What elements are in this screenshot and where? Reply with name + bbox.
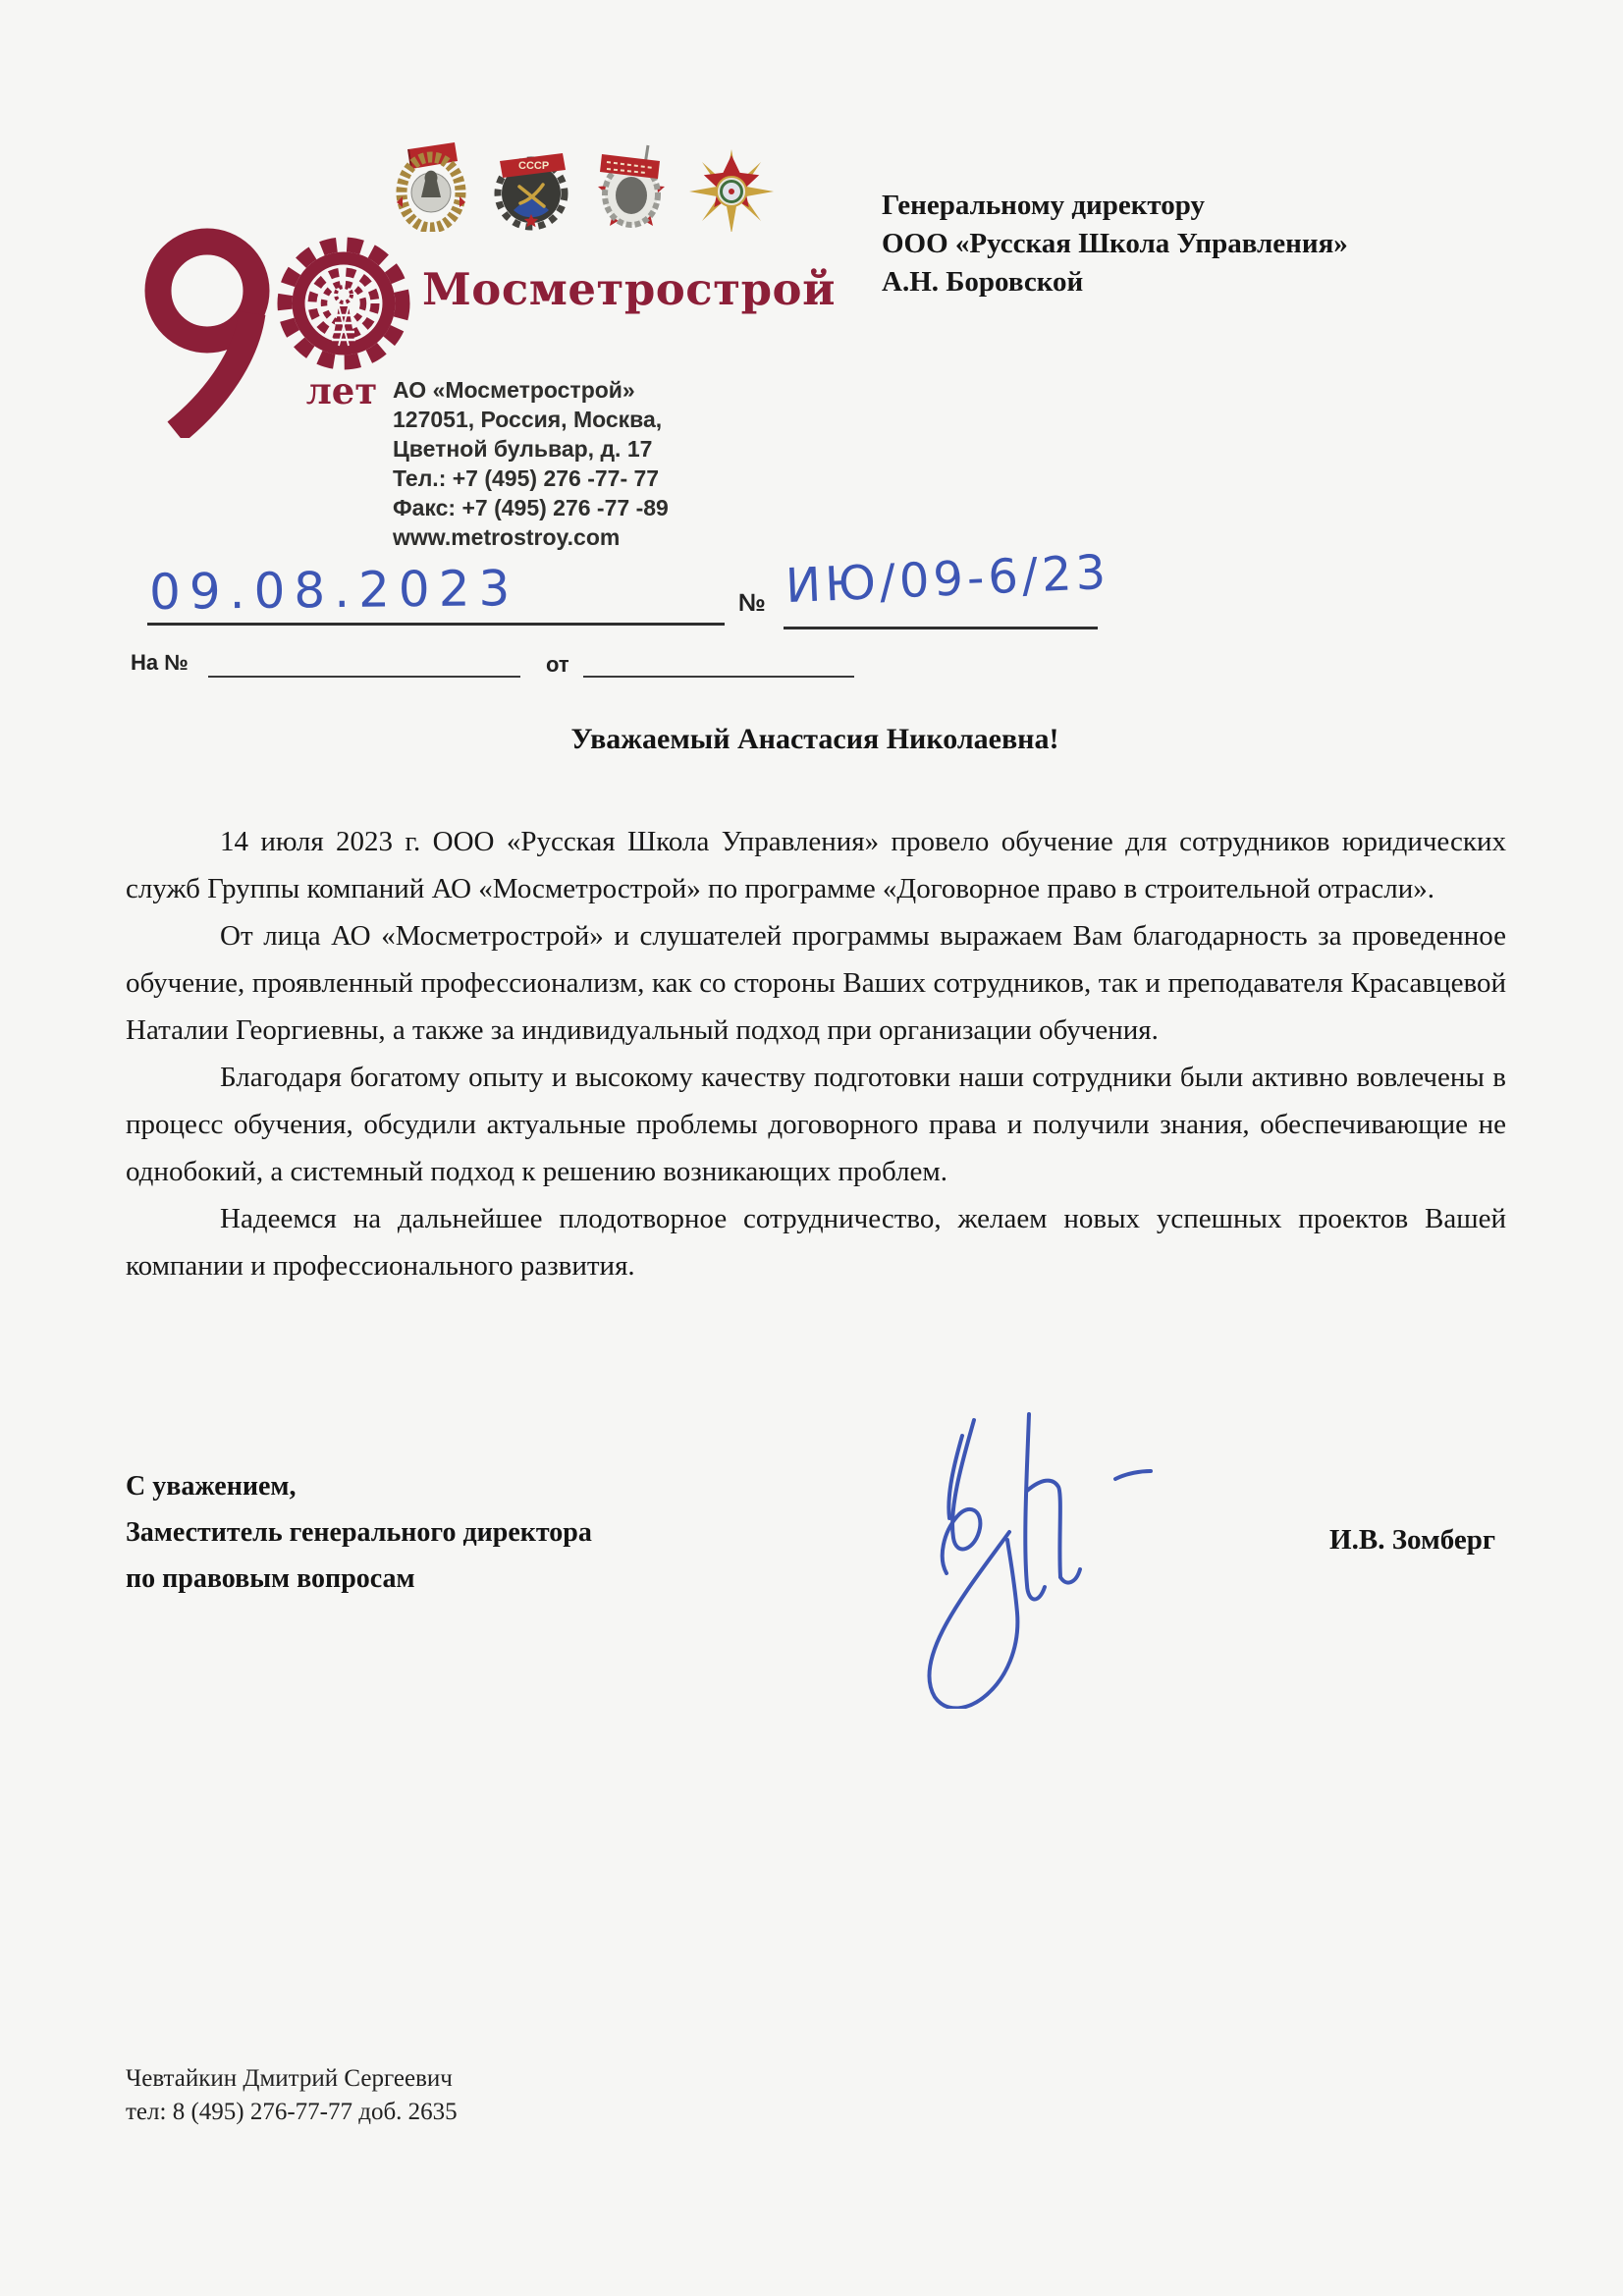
executor-name: Чевтайкин Дмитрий Сергеевич bbox=[126, 2065, 453, 2092]
handwritten-date: 09.08.2023 bbox=[148, 560, 519, 621]
address-line: Тел.: +7 (495) 276 -77- 77 bbox=[393, 465, 660, 491]
recipient-line: А.Н. Боровской bbox=[882, 266, 1084, 298]
salutation: Уважаемый Анастасия Николаевна! bbox=[570, 723, 1059, 755]
signer-name: И.В. Зомберг bbox=[1329, 1524, 1495, 1556]
address-line: Цветной бульвар, д. 17 bbox=[393, 436, 653, 462]
reply-date-blank bbox=[583, 676, 854, 678]
reply-to-number-label: На № bbox=[131, 650, 189, 675]
brand-title: Мосметрострой bbox=[422, 263, 836, 315]
address-line: АО «Мосметрострой» bbox=[393, 377, 635, 403]
closing-line: С уважением, bbox=[126, 1471, 297, 1502]
recipient-line: ООО «Русская Школа Управления» bbox=[882, 228, 1348, 259]
closing-block bbox=[126, 1463, 592, 1602]
executor-contact bbox=[126, 2062, 458, 2129]
date-underline bbox=[147, 623, 725, 626]
paragraph: Надеемся на дальнейшее плодотворное сотрудничество, желаем новых успешных проектов Вашей компании и профессионального развития. bbox=[126, 1203, 1506, 1282]
anniversary-logo bbox=[131, 210, 435, 438]
executor-phone: тел: 8 (495) 276-77-77 доб. 2635 bbox=[126, 2099, 458, 2125]
reply-from-label: от bbox=[546, 652, 569, 677]
company-address bbox=[393, 375, 669, 552]
paragraph: От лица АО «Мосметрострой» и слушателей программы выражаем Вам благодарность за проведенное обучение, проявленный профессионализм, как со стороны Ваших сотрудников, так и преподавателя Красавцевой Наталии Георгиевны, а также за индивидуальный подход при организации обучения. bbox=[126, 920, 1506, 1046]
position-line: Заместитель генерального директора bbox=[126, 1517, 592, 1548]
recipient-line: Генеральному директору bbox=[882, 190, 1206, 221]
number-underline bbox=[784, 627, 1098, 629]
reply-number-blank bbox=[208, 676, 520, 678]
handwritten-outgoing-number: ИЮ/09-6/23 bbox=[784, 544, 1111, 615]
medal-banner-text: СССР bbox=[518, 160, 550, 172]
position-line: по правовым вопросам bbox=[126, 1563, 415, 1594]
paragraph: 14 июля 2023 г. ООО «Русская Школа Управления» провело обучение для сотрудников юридических служб Группы компаний АО «Мосметрострой» по программе «Договорное право в строительной отрасли». bbox=[126, 826, 1506, 904]
order-of-victory-star-icon bbox=[689, 137, 774, 232]
medals-row bbox=[389, 137, 774, 232]
order-of-red-banner-of-labour-icon bbox=[489, 137, 573, 232]
address-website: www.metrostroy.com bbox=[393, 524, 621, 550]
order-of-red-banner-icon bbox=[589, 137, 674, 232]
recipient-block bbox=[882, 187, 1348, 301]
address-line: Факс: +7 (495) 276 -77 -89 bbox=[393, 495, 669, 520]
letter-body bbox=[126, 818, 1506, 1289]
address-line: 127051, Россия, Москва, bbox=[393, 407, 663, 432]
number-sign-label: № bbox=[738, 589, 766, 617]
signature-autograph-icon bbox=[884, 1385, 1168, 1709]
paragraph: Благодаря богатому опыту и высокому качеству подготовки наши сотрудники были активно вовлечены в процесс обучения, обсудили актуальные проблемы договорного права и получили знания, обеспечивающие не однобокий, а системный подход к решению возникающих проблем. bbox=[126, 1062, 1506, 1187]
anniversary-caption: лет bbox=[305, 369, 378, 412]
